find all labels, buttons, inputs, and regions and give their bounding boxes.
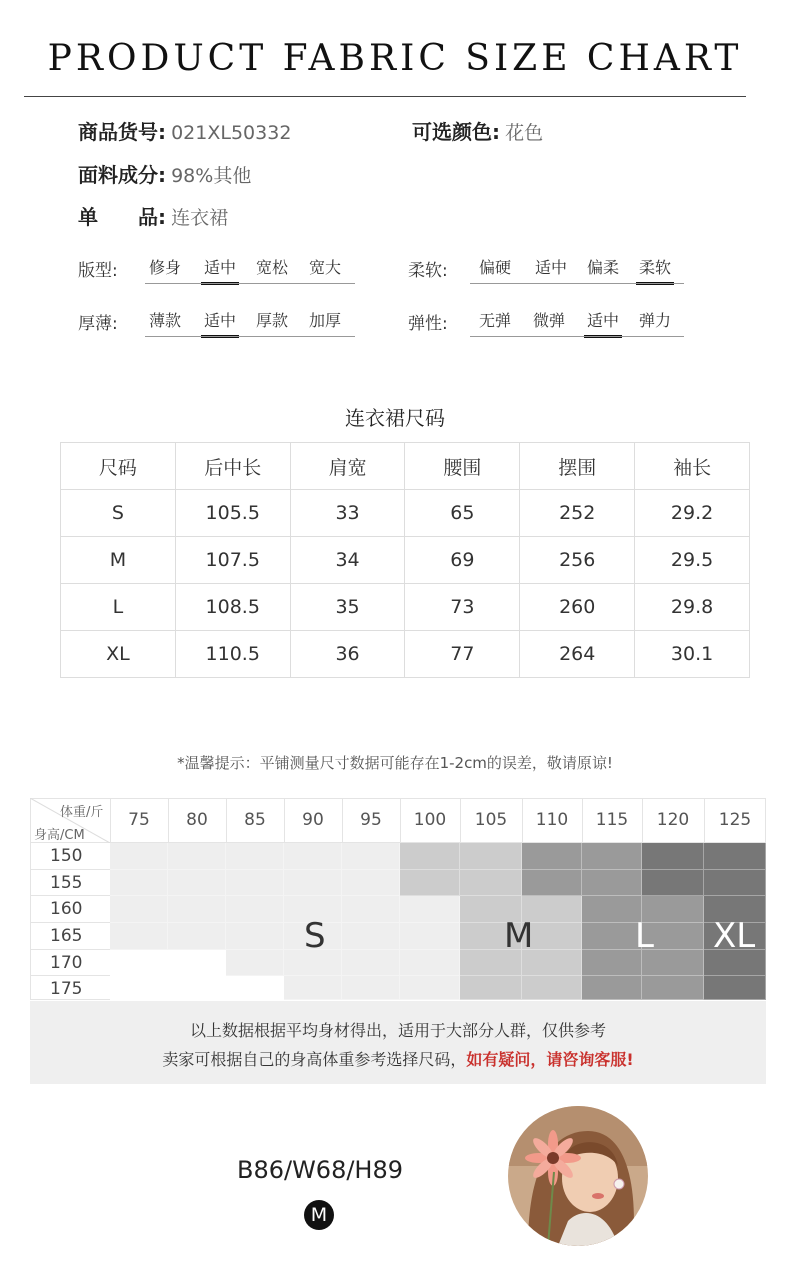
column-divider: [642, 798, 643, 843]
grid-cell-xl: [704, 843, 766, 870]
softness-option-selected: 柔软: [636, 255, 674, 285]
grid-cell-m: [460, 976, 522, 1000]
grid-cell-s: [284, 843, 342, 870]
table-cell: 33: [290, 490, 405, 537]
weight-header: 75: [128, 810, 150, 830]
grid-cell-white: [168, 950, 226, 976]
table-cell: 30.1: [635, 631, 750, 678]
elasticity-option-selected: 适中: [584, 308, 622, 338]
grid-cell-white: [110, 950, 168, 976]
grid-cell-s: [110, 870, 168, 896]
table-cell: 105.5: [175, 490, 290, 537]
softness-option: 偏硬: [478, 258, 511, 277]
grid-cell-s: [110, 896, 168, 923]
grid-cell-s: [226, 896, 284, 923]
header-cell: 摆围: [520, 443, 635, 490]
thickness-label: 厚薄:: [78, 314, 118, 334]
table-cell: M: [61, 537, 176, 584]
size-zone-label: L: [635, 916, 654, 956]
table-cell: 73: [405, 584, 520, 631]
header-cell: 后中长: [175, 443, 290, 490]
note-contact-service: 如有疑问，请咨询客服!: [466, 1050, 634, 1069]
height-value: 175: [50, 979, 83, 999]
grid-cell-m: [522, 976, 582, 1000]
table-cell: S: [61, 490, 176, 537]
corner-weight-label: 体重/斤: [60, 805, 104, 820]
table-cell: 29.8: [635, 584, 750, 631]
size-zone-label: S: [304, 916, 326, 956]
header-cell: 尺码: [61, 443, 176, 490]
column-divider: [460, 798, 461, 843]
thickness-scale-line: [145, 336, 355, 337]
weight-header: 105: [474, 810, 508, 830]
elasticity-option: 弹力: [638, 311, 671, 330]
grid-cell-white: [110, 976, 168, 1000]
size-table-header: [61, 443, 750, 490]
grid-cell-s: [342, 896, 400, 923]
column-divider: [342, 798, 343, 843]
weight-header: 120: [656, 810, 690, 830]
weight-header: 125: [718, 810, 752, 830]
grid-cell-m: [460, 843, 522, 870]
table-cell: 36: [290, 631, 405, 678]
corner-height-label: 身高/CM: [34, 828, 85, 843]
fabric-label: 面料成分:: [78, 163, 166, 187]
sku-label: 商品货号:: [78, 120, 166, 144]
grid-cell-s: [400, 950, 460, 976]
grid-cell-s: [226, 870, 284, 896]
softness-scale-line: [470, 283, 684, 284]
recommendation-note: [30, 1001, 766, 1084]
item-row: [78, 201, 228, 230]
sku-value: 021XL50332: [171, 122, 292, 144]
grid-cell-l: [582, 843, 642, 870]
note-line-1: 以上数据根据平均身材得出，适用于大部分人群，仅供参考: [189, 1021, 606, 1040]
table-cell: 107.5: [175, 537, 290, 584]
note-line-2: [30, 1047, 766, 1070]
color-label: 可选颜色:: [412, 120, 500, 144]
column-divider: [168, 798, 169, 843]
color-row: [412, 116, 543, 145]
column-divider: [582, 798, 583, 843]
page-title: PRODUCT FABRIC SIZE CHART: [47, 38, 743, 79]
header-cell: 肩宽: [290, 443, 405, 490]
column-divider: [226, 798, 227, 843]
grid-cell-s: [110, 843, 168, 870]
size-table: [60, 442, 750, 678]
column-divider: [522, 798, 523, 843]
table-cell: 65: [405, 490, 520, 537]
grid-cell-xl: [704, 976, 766, 1000]
grid-cell-s: [168, 843, 226, 870]
softness-option: 偏柔: [586, 258, 619, 277]
grid-cell-s: [168, 923, 226, 950]
table-cell: 256: [520, 537, 635, 584]
grid-cell-l: [582, 896, 642, 923]
model-size-badge: M: [304, 1200, 334, 1230]
fit-scale-line: [145, 283, 355, 284]
grid-cell-s: [226, 843, 284, 870]
sku-row: [78, 116, 291, 145]
size-zone-label: XL: [713, 916, 756, 956]
fabric-value: 98%其他: [171, 165, 252, 187]
height-value: 160: [50, 899, 83, 919]
grid-cell-m: [400, 870, 460, 896]
grid-cell-s: [400, 923, 460, 950]
elasticity-scale-line: [470, 336, 684, 337]
model-photo: [508, 1106, 648, 1246]
softness-label: 柔软:: [408, 261, 448, 281]
weight-header: 85: [244, 810, 266, 830]
header-cell: 腰围: [405, 443, 520, 490]
table-row: [61, 584, 750, 631]
weight-header: 110: [535, 810, 569, 830]
grid-cell-xl: [704, 870, 766, 896]
grid-cell-l: [522, 870, 582, 896]
table-cell: 110.5: [175, 631, 290, 678]
grid-cell-xl: [642, 843, 704, 870]
thickness-option: 薄款: [148, 311, 181, 330]
table-row: [61, 631, 750, 678]
softness-option: 适中: [534, 258, 567, 277]
table-cell: 35: [290, 584, 405, 631]
weight-header: 80: [186, 810, 208, 830]
fit-option: 修身: [148, 258, 181, 277]
table-cell: XL: [61, 631, 176, 678]
grid-cell-s: [342, 976, 400, 1000]
note-line-2-text: 卖家可根据自己的身高体重参考选择尺码，: [162, 1050, 467, 1069]
table-cell: 29.5: [635, 537, 750, 584]
grid-cell-s: [342, 923, 400, 950]
model-measurements: B86/W68/H89: [236, 1156, 404, 1184]
column-divider: [400, 798, 401, 843]
table-cell: 260: [520, 584, 635, 631]
table-cell: 252: [520, 490, 635, 537]
grid-cell-l: [582, 923, 642, 950]
grid-cell-s: [342, 870, 400, 896]
item-label-part2: 品:: [138, 205, 166, 229]
grid-cell-s: [400, 976, 460, 1000]
table-cell: 264: [520, 631, 635, 678]
grid-cell-l: [582, 870, 642, 896]
weight-header: 100: [413, 810, 447, 830]
table-row: [61, 490, 750, 537]
height-value: 150: [50, 846, 83, 866]
grid-cell-s: [284, 870, 342, 896]
column-divider: [284, 798, 285, 843]
size-table-title: 连衣裙尺码: [345, 406, 445, 430]
grid-cell-l: [522, 843, 582, 870]
weight-header: 115: [595, 810, 629, 830]
table-row: [61, 537, 750, 584]
fit-option-selected: 适中: [201, 255, 239, 285]
title-divider: [24, 96, 746, 97]
fit-label: 版型:: [78, 261, 118, 281]
grid-cell-white: [226, 976, 284, 1000]
table-cell: 34: [290, 537, 405, 584]
fit-option: 宽大: [308, 258, 341, 277]
size-fit-grid: [30, 798, 766, 1000]
item-label-part1: 单: [78, 205, 98, 229]
grid-cell-white: [168, 976, 226, 1000]
table-cell: 29.2: [635, 490, 750, 537]
height-value: 165: [50, 926, 83, 946]
size-zone-label: M: [504, 916, 534, 956]
color-value: 花色: [505, 122, 544, 144]
table-cell: 108.5: [175, 584, 290, 631]
grid-cell-s: [168, 870, 226, 896]
grid-cell-s: [226, 923, 284, 950]
fabric-row: [78, 159, 251, 188]
grid-cell-l: [582, 950, 642, 976]
weight-header: 95: [360, 810, 382, 830]
grid-cell-s: [226, 950, 284, 976]
thickness-option-selected: 适中: [201, 308, 239, 338]
table-cell: 77: [405, 631, 520, 678]
elasticity-label: 弹性:: [408, 314, 448, 334]
grid-cell-xl: [642, 870, 704, 896]
table-cell: L: [61, 584, 176, 631]
grid-cell-s: [284, 976, 342, 1000]
grid-cell-s: [342, 950, 400, 976]
measurement-tip: *温馨提示：平铺测量尺寸数据可能存在1-2cm的误差，敬请原谅!: [177, 754, 613, 772]
grid-cell-m: [460, 870, 522, 896]
grid-cell-s: [110, 923, 168, 950]
grid-cell-s: [400, 896, 460, 923]
grid-cell-l: [582, 976, 642, 1000]
grid-cell-s: [168, 896, 226, 923]
item-value: 连衣裙: [171, 207, 229, 229]
table-cell: 69: [405, 537, 520, 584]
grid-cell-s: [342, 843, 400, 870]
height-value: 170: [50, 953, 83, 973]
grid-cell-m: [400, 843, 460, 870]
column-divider: [110, 798, 111, 843]
column-divider: [704, 798, 705, 843]
height-value: 155: [50, 873, 83, 893]
thickness-option: 厚款: [255, 311, 288, 330]
thickness-option: 加厚: [308, 311, 341, 330]
weight-header: 90: [302, 810, 324, 830]
header-cell: 袖长: [635, 443, 750, 490]
grid-cell-l: [642, 976, 704, 1000]
elasticity-option: 微弹: [532, 311, 565, 330]
fit-option: 宽松: [255, 258, 288, 277]
elasticity-option: 无弹: [478, 311, 511, 330]
